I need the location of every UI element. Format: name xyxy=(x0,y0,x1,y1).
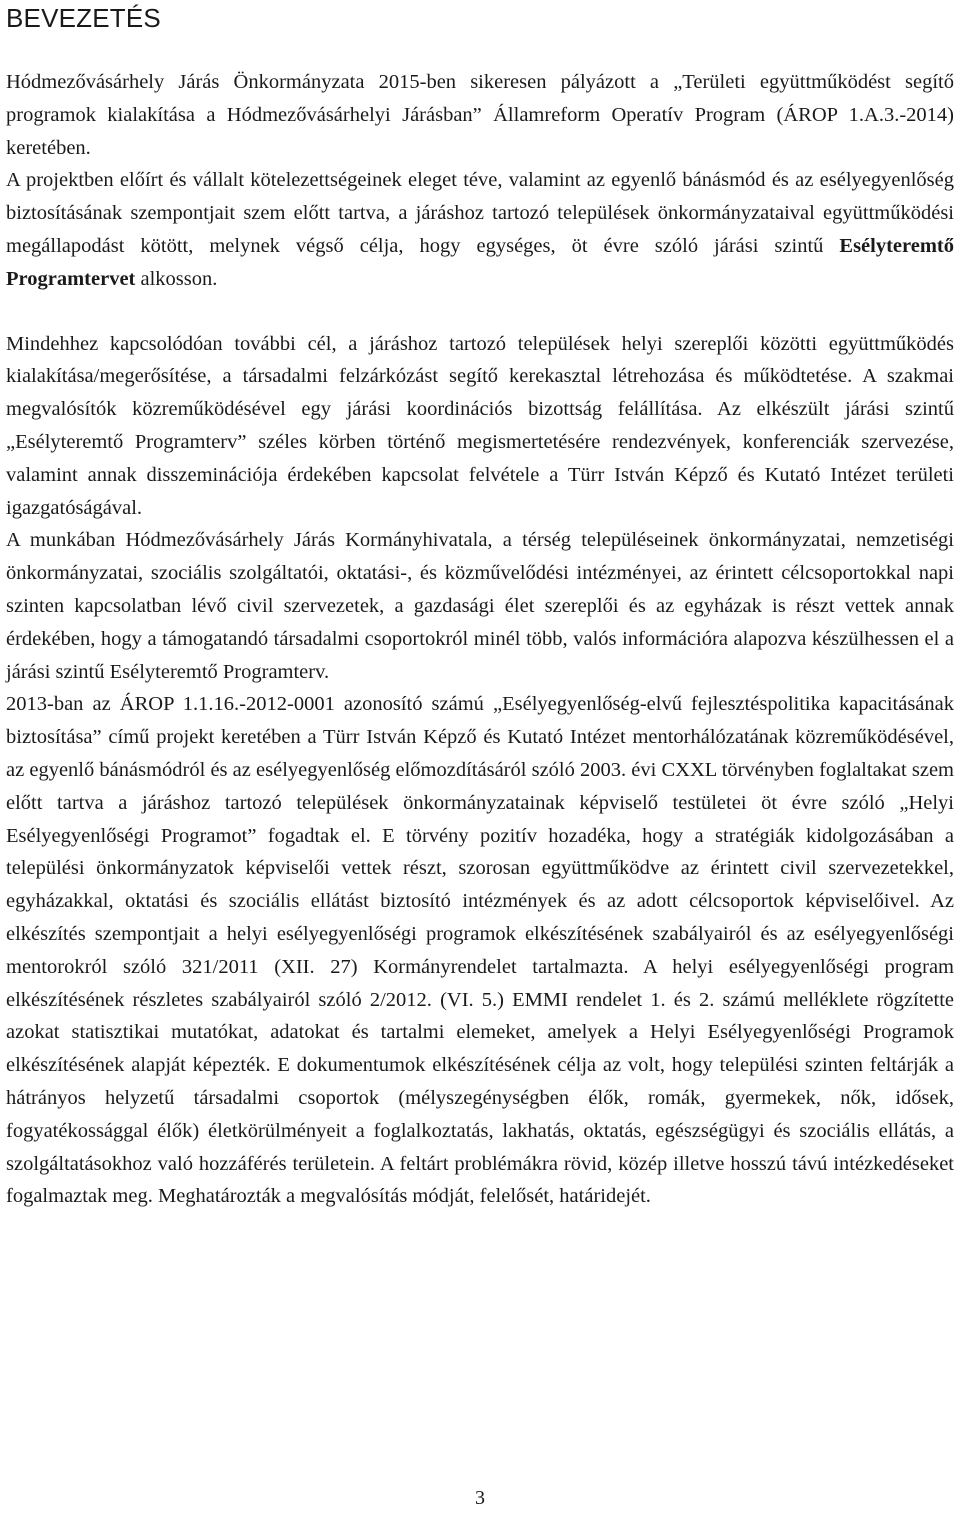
bold-term: Esélyteremtő Programtervet xyxy=(6,234,954,290)
paragraph-text: Mindehhez kapcsolódóan további cél, a járáshoz tartozó települések helyi szereplői közötti együttműködés kialakítása/megerősítése, a társadalmi felzárkózást segítő kerekasztal létrehozása és működtetése. A szakmai megvalósítók közreműködésével egy járási koordinációs bizottság felállítása. Az elkészült járási szintű „Esélyteremtő Programterv” széles körben történő megismertetésére rendezvények, konferenciák szervezése, valamint annak disszeminációja érdekében kapcsolat felvétele a Türr István Képző és Kutató Intézet területi igazgatóságával. xyxy=(6,332,954,519)
paragraph-text: A munkában Hódmezővásárhely Járás Kormányhivatala, a térség településeinek önkormányzatai, nemzetiségi önkormányzatai, szociális szolgáltatói, oktatási-, és közművelődési intézményei, az érintett célcsoportokkal napi szinten kapcsolatban lévő civil szervezetek, a gazdasági élet szereplői és az egyházak is részt vettek annak érdekében, hogy a támogatandó társadalmi csoportokról minél több, valós információra alapozva készülhessen el a járási szintű Esélyteremtő Programterv. xyxy=(6,529,954,683)
paragraph-further-goals xyxy=(6,328,954,525)
paragraph-text: alkosson. xyxy=(135,267,218,290)
section-heading: BEVEZETÉS xyxy=(6,3,161,33)
paragraph-text: Hódmezővásárhely Járás Önkormányzata 2015-ben sikeresen pályázott a „Területi együttműködést segítő programok kialakítása a Hódmezővásárhelyi Járásban” Államreform Operatív Program (ÁROP 1.A.3.-2014) keretében. xyxy=(6,71,954,159)
page-number: 3 xyxy=(475,1487,485,1509)
body-text xyxy=(6,66,954,1213)
paragraph-project-obligations xyxy=(6,164,954,295)
paragraph-background-2013 xyxy=(6,688,954,1213)
paragraph-text: 2013-ban az ÁROP 1.1.16.-2012-0001 azonosító számú „Esélyegyenlőség-elvű fejlesztéspolitika kapacitásának biztosítása” című projekt keretében a Türr István Képző és Kutató Intézet mentorhálózatának közreműködésével, az egyenlő bánásmódról és az esélyegyenlőség előmozdításáról szóló 2003. évi CXXL törvényben foglaltakat szem előtt tartva a járáshoz tartozó települések önkormányzatainak képviselő testületei öt évre szóló „Helyi Esélyegyenlőségi Programot” fogadtak el. E törvény pozitív hozadéka, hogy a stratégiák kidolgozásában a települési önkormányzatok képviselői vettek részt, szorosan együttműködve az érintett civil szervezetekkel, egyházakkal, oktatási és szociális ellátást biztosító intézmények és az adott célcsoportok képviselőivel. Az elkészítés szempontjait a helyi esélyegyenlőségi programok elkészítésének szabályairól és az esélyegyenlőségi mentorokról szóló 321/2011 (XII. 27) Kormányrendelet tartalmazta. A helyi esélyegyenlőségi program elkészítésének részletes szabályairól szóló 2/2012. (VI. 5.) EMMI rendelet 1. és 2. számú melléklete rögzítette azokat statisztikai mutatókat, adatokat és tartalmi elemeket, amelyek a Helyi Esélyegyenlőségi Programok elkészítésének alapját képezték. E dokumentumok elkészítésének célja az volt, hogy települési szinten feltárják a hátrányos helyzetű társadalmi csoportok (mélyszegénységben élők, romák, gyermekek, nők, idősek, fogyatékossággal élők) életkörülményeit a foglalkoztatás, lakhatás, oktatás, egészségügyi és szociális ellátás, a szolgáltatásokhoz való hozzáférés területein. A feltárt problémákra rövid, közép illetve hosszú távú intézkedéseket fogalmaztak meg. Meghatározták a megvalósítás módját, felelősét, határidejét. xyxy=(6,693,954,1208)
paragraph-text: A projektben előírt és vállalt kötelezettségeinek eleget téve, valamint az egyenlő bánásmód és az esélyegyenlőség biztosításának szempontjait szem előtt tartva, a járáshoz tartozó települések önkormányzataival együttműködési megállapodást kötött, melynek végső célja, hogy egységes, öt évre szóló járási szintű xyxy=(6,169,954,257)
paragraph-participants xyxy=(6,524,954,688)
paragraph-intro xyxy=(6,66,954,164)
